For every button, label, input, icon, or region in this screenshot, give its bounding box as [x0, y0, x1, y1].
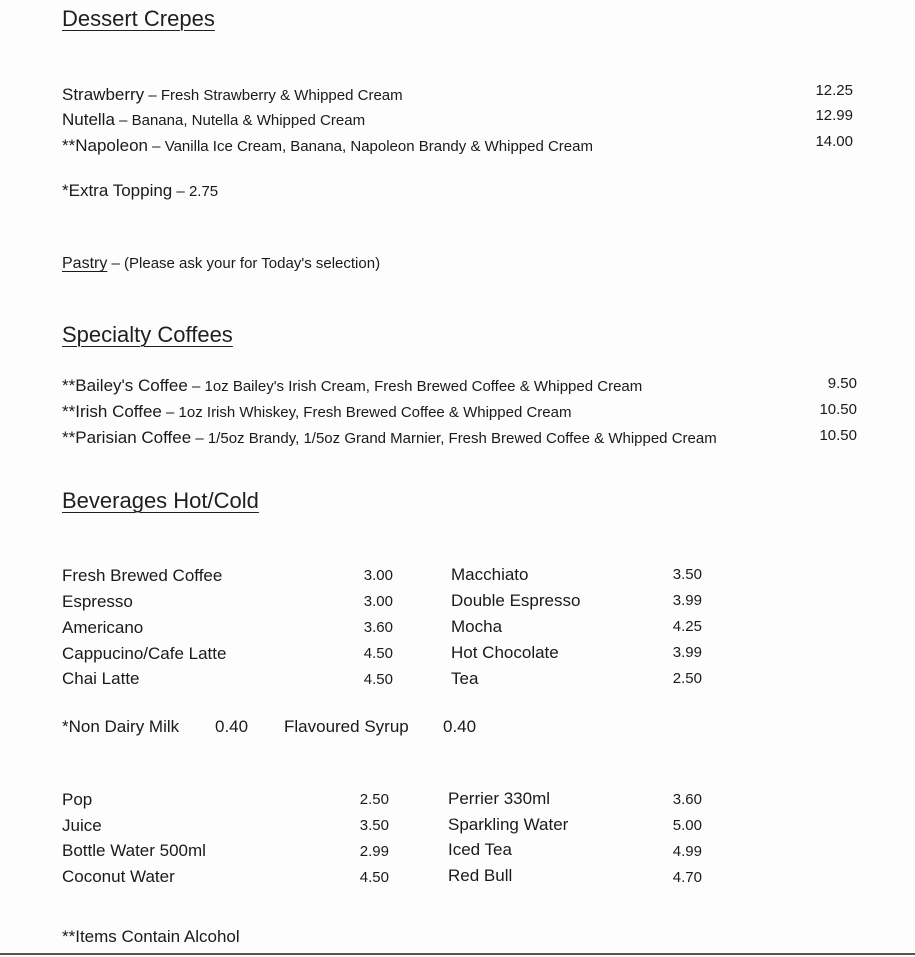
item-sep: – [148, 138, 165, 155]
alcohol-footnote: **Items Contain Alcohol [62, 927, 240, 946]
bev-name: Hot Chocolate [451, 643, 559, 662]
bev-price: 4.50 [363, 671, 393, 688]
item-price: 10.50 [819, 401, 857, 418]
dessert-item-napoleon [62, 136, 593, 156]
item-desc: Banana, Nutella & Whipped Cream [131, 112, 366, 129]
dessert-item-nutella [62, 110, 365, 130]
item-desc: 1/5oz Brandy, 1/5oz Grand Marnier, Fresh Brewed Coffee & Whipped Cream [207, 430, 717, 447]
bev-name: Double Espresso [451, 591, 581, 610]
bev-price: 3.50 [359, 817, 389, 834]
addon-milk-label: *Non Dairy Milk [62, 717, 180, 736]
pastry-note: – (Please ask your for Today's selection) [107, 255, 381, 272]
bev-price: 3.00 [363, 567, 393, 584]
bev-price: 2.50 [359, 791, 389, 808]
item-desc: Vanilla Ice Cream, Banana, Napoleon Brandy & Whipped Cream [164, 138, 593, 155]
beverages-heading: Beverages Hot/Cold [62, 488, 259, 513]
item-name: **Irish Coffee [62, 402, 162, 421]
extra-topping-label: *Extra Topping [62, 181, 173, 200]
extra-topping-sep: – [172, 183, 189, 200]
coffee-item-baileys [62, 376, 642, 396]
addon-milk-price: 0.40 [215, 717, 249, 736]
item-sep: – [187, 378, 205, 395]
bev-name: Espresso [62, 592, 133, 611]
bev-name: Sparkling Water [448, 815, 569, 834]
bev-price: 3.99 [672, 592, 702, 609]
dessert-item-strawberry [62, 85, 403, 105]
pastry-line [62, 253, 380, 273]
bev-name: Cappucino/Cafe Latte [62, 644, 227, 663]
bev-price: 4.99 [672, 843, 702, 860]
bev-price: 2.50 [672, 670, 702, 687]
bev-name: Mocha [451, 617, 503, 636]
bev-name: Fresh Brewed Coffee [62, 566, 223, 585]
bev-name: Juice [62, 816, 102, 835]
bev-price: 4.50 [359, 869, 389, 886]
bev-price: 3.60 [672, 791, 702, 808]
bev-name: Perrier 330ml [448, 789, 551, 808]
coffee-item-parisian [62, 428, 717, 448]
coffee-item-irish [62, 402, 571, 422]
extra-topping [62, 181, 218, 201]
bev-name: Coconut Water [62, 867, 175, 886]
bev-name: Bottle Water 500ml [62, 841, 206, 860]
item-desc: Fresh Strawberry & Whipped Cream [160, 87, 403, 104]
coffee-heading: Specialty Coffees [62, 322, 233, 347]
item-desc: 1oz Bailey's Irish Cream, Fresh Brewed Coffee & Whipped Cream [204, 378, 643, 395]
dessert-heading: Dessert Crepes [62, 6, 215, 31]
item-sep: – [144, 87, 161, 104]
pastry-label: Pastry [62, 255, 108, 272]
item-desc: 1oz Irish Whiskey, Fresh Brewed Coffee & Whipped Cream [178, 404, 572, 421]
bev-name: Red Bull [448, 866, 513, 885]
bev-name: Tea [451, 669, 479, 688]
item-price: 9.50 [827, 375, 857, 392]
item-price: 10.50 [819, 427, 857, 444]
bev-price: 5.00 [672, 817, 702, 834]
item-name: Strawberry [62, 85, 145, 104]
addon-syrup-price: 0.40 [443, 717, 477, 736]
item-name: **Napoleon [62, 136, 149, 155]
item-name: Nutella [62, 110, 115, 129]
bev-price: 3.99 [672, 644, 702, 661]
item-price: 12.25 [815, 82, 853, 99]
item-name: **Parisian Coffee [62, 428, 192, 447]
bev-price: 4.50 [363, 645, 393, 662]
bev-name: Pop [62, 790, 93, 809]
bev-price: 3.50 [672, 566, 702, 583]
page-bottom-edge [0, 953, 915, 955]
extra-topping-price: 2.75 [188, 183, 219, 200]
bev-price: 3.60 [363, 619, 393, 636]
item-price: 14.00 [815, 133, 853, 150]
item-name: **Bailey's Coffee [62, 376, 188, 395]
bev-price: 4.70 [672, 869, 702, 886]
bev-price: 4.25 [672, 618, 702, 635]
item-sep: – [191, 430, 208, 447]
item-sep: – [161, 404, 179, 421]
addon-syrup-label: Flavoured Syrup [284, 717, 409, 736]
item-price: 12.99 [815, 107, 853, 124]
bev-name: Chai Latte [62, 669, 140, 688]
bev-name: Macchiato [451, 565, 529, 584]
bev-name: Americano [62, 618, 144, 637]
item-sep: – [114, 112, 132, 129]
bev-price: 2.99 [359, 843, 389, 860]
bev-name: Iced Tea [448, 840, 512, 859]
bev-price: 3.00 [363, 593, 393, 610]
